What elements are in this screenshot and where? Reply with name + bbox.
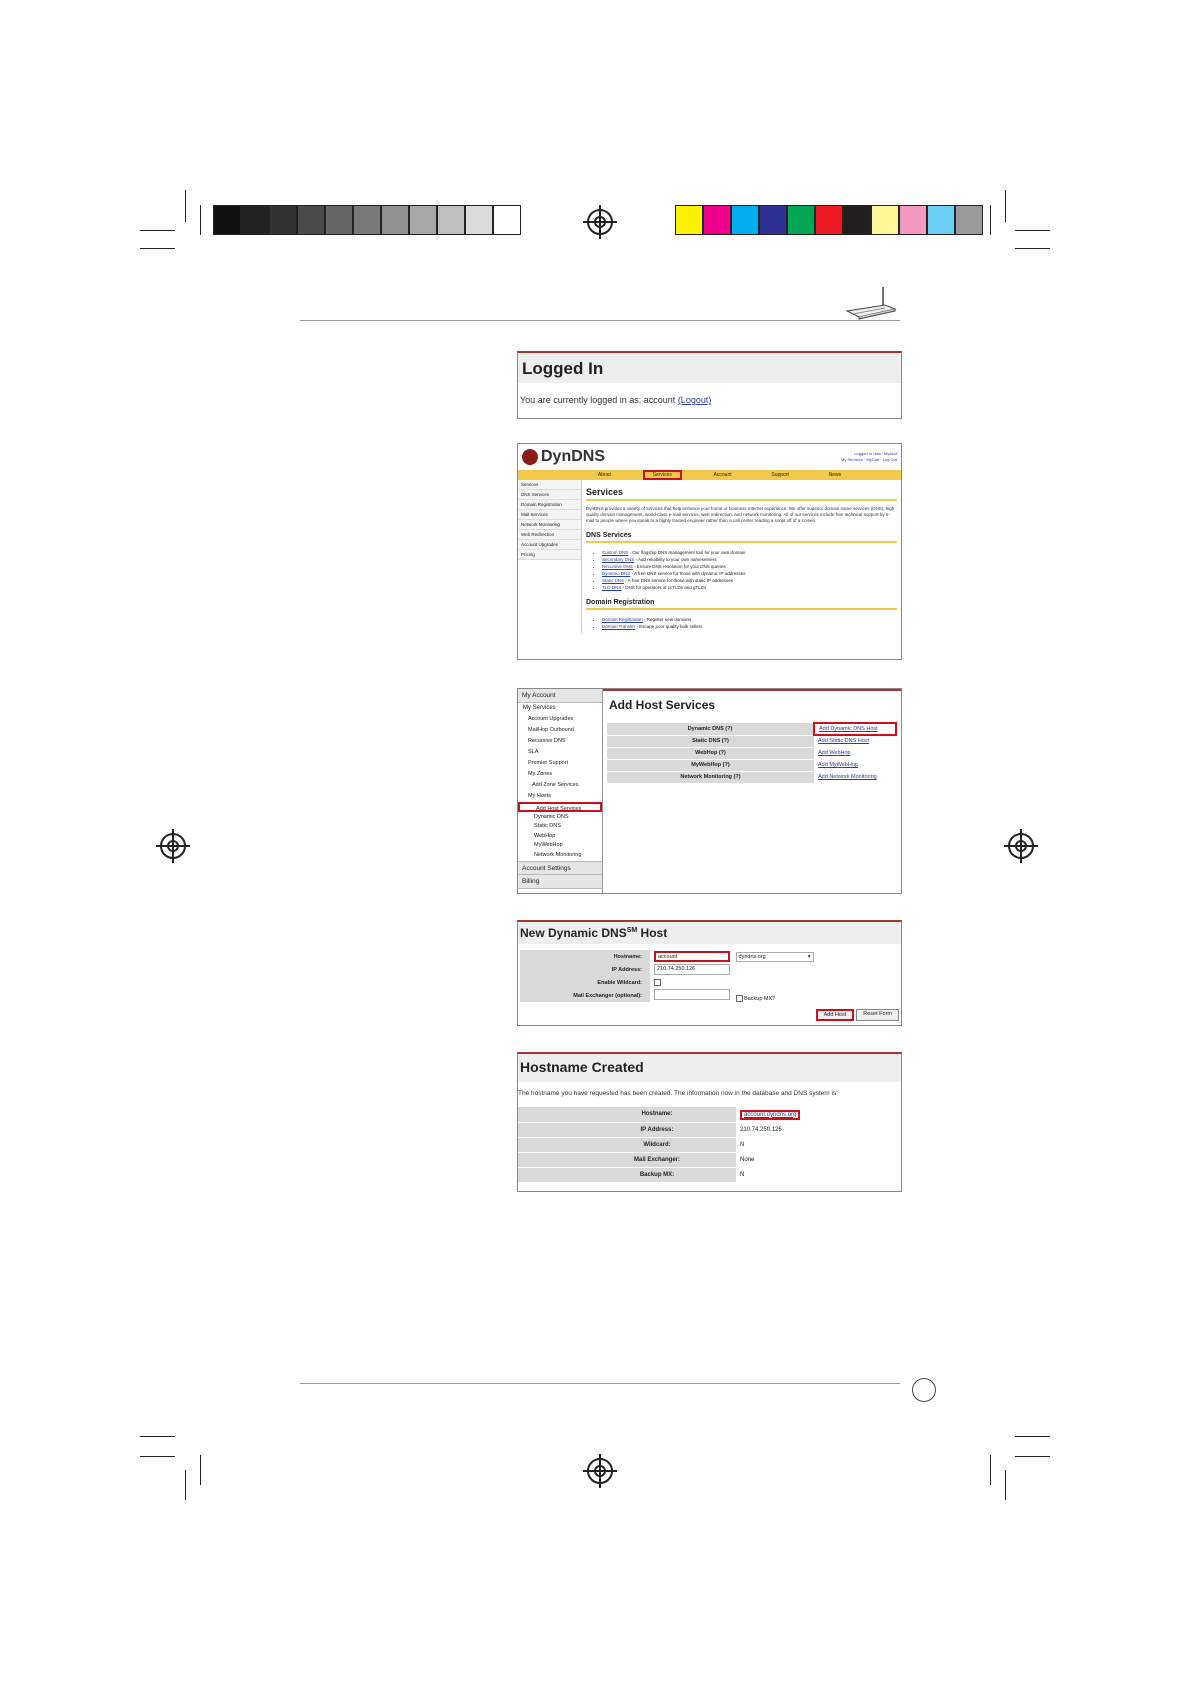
crop-mark [1015,1436,1050,1437]
sidebar-item-recursive-dns[interactable]: Recursive DNS [528,738,566,744]
logged-in-title: Logged In [518,353,901,383]
sidebar-item-dynamic-dns[interactable]: Dynamic DNS [534,813,569,820]
sidebar-item-domain-registration[interactable]: Domain Registration [518,500,581,510]
account-links: Logged In User: MyAcct My Services · MyCart · Log Out [840,451,897,462]
sidebar-item-services[interactable]: Services [518,480,581,490]
new-host-form [520,950,814,1002]
domain-select[interactable]: dyndns.org ▾ [736,952,814,962]
color-swatch [409,205,437,235]
sidebar-item-mailhop-outbound[interactable]: MailHop Outbound [528,727,574,733]
footer-rule [300,1383,900,1384]
sidebar-item-account-settings[interactable]: Account Settings [518,861,602,875]
registration-mark-left [160,833,186,859]
add-host-services-panel [517,688,902,894]
sidebar-item-billing[interactable]: Billing [518,875,602,889]
list-item: • Secondary DNS - Add reliability to your own nameservers [602,556,897,563]
color-swatch [815,205,843,235]
crop-mark [1015,248,1050,249]
logout-link[interactable]: (Logout) [677,395,712,405]
site-header [518,444,901,470]
account-name: account [643,395,676,405]
color-swatch [787,205,815,235]
list-item: • TLD DNS - DNS for operators of ccTLDs and gTLDs [602,584,897,591]
main-nav [518,470,901,480]
grayscale-bar [213,205,521,235]
sidebar-item-my-account[interactable]: My Account [518,689,602,703]
color-swatch [437,205,465,235]
add-host-button[interactable]: Add Host [816,1009,855,1021]
sidebar-item-add-host-services[interactable]: Add Host Services [518,802,602,812]
crop-mark [1005,190,1006,222]
header-rule [300,320,900,321]
crop-mark [140,230,175,231]
hostname-link[interactable]: account.dyndns.org [740,1110,800,1120]
nav-services[interactable]: Services [643,470,682,480]
sidebar-item-web-redirection[interactable]: Web Redirection [518,530,581,540]
services-intro: DynDNS provides a variety of services that help enhance your home or business Internet experience. We offer superior domain name services (DNS), high quality domain management, world-class e-mail services, web redirection, and network monitoring. All of our services include free technical support by e-mail to people where you speak to a highly trained engineer rather than a call center reading a script off of a screen. [586,506,895,523]
color-swatch [353,205,381,235]
crop-mark [1015,1456,1050,1457]
sidebar-item-add-zone-services[interactable]: Add Zone Services [532,782,579,788]
sidebar-item-mywebhop[interactable]: MyWebHop [534,842,563,848]
crop-mark [990,205,991,235]
add-webhop-link[interactable]: Add WebHop [818,750,851,756]
table-row: Hostname: account.dyndns.org [518,1107,901,1122]
crop-mark [140,248,175,249]
services-panel [517,443,902,660]
color-swatch [843,205,871,235]
hostname-created-title: Hostname Created [518,1054,901,1082]
color-swatch [927,205,955,235]
new-host-title: New Dynamic DNS℠ Host [518,922,901,944]
color-swatch [871,205,899,235]
color-swatch [213,205,241,235]
crop-mark [185,190,186,222]
new-host-panel [517,920,902,1026]
list-item: • Domain Transfer - Escape poor quality bulk sellers [602,623,897,630]
table-row: IP Address: 210.74.250.126 [518,1122,901,1137]
color-swatch [899,205,927,235]
hostname-created-panel [517,1052,902,1192]
add-mywebhop-link[interactable]: Add MyWebHop [818,762,858,768]
crop-mark [200,205,201,235]
color-swatch [703,205,731,235]
sidebar-item-sla[interactable]: SLA [528,749,539,755]
crop-mark [185,1470,186,1500]
services-content [582,480,901,633]
table-row: Network Monitoring (?) Add Network Monitoring [607,771,896,783]
logged-in-message: You are currently logged in as: account (Logout) [520,395,712,405]
hostname-label: Hostname: [520,950,650,963]
sidebar-item-network-monitoring[interactable]: Network Monitoring [534,851,582,858]
crop-mark [200,1455,201,1485]
add-static-dns-host-link[interactable]: Add Static DNS Host [818,738,870,745]
mail-exchanger-label: Mail Exchanger (optional): [520,989,650,1002]
table-row: MyWebHop (?) Add MyWebHop [607,759,896,771]
add-dynamic-dns-host-link[interactable]: Add Dynamic DNS Host [819,726,878,732]
registration-mark-top [587,209,613,235]
hostname-details-table [518,1107,901,1183]
mail-exchanger-input[interactable] [654,989,730,1000]
add-host-title: Add Host Services [609,698,716,712]
router-icon [845,285,897,321]
dns-services-list [586,549,897,591]
nav-news[interactable]: News [828,472,842,478]
list-item: • Recursive DNS - Ensure DNS resolution for your DNS queries [602,563,897,570]
color-swatch [493,205,521,235]
sidebar-item-account-upgrades[interactable]: Account Upgrades [528,716,574,722]
nav-about[interactable]: About [597,472,611,478]
sidebar-item-dns-services[interactable]: DNS Services [518,490,581,500]
table-row: Wildcard: N [518,1137,901,1152]
table-row: Dynamic DNS (?) Add Dynamic DNS Host [607,723,896,735]
sidebar-item-account-upgrades[interactable]: Account Upgrades [518,540,581,550]
color-swatch [731,205,759,235]
color-swatch [241,205,269,235]
nav-support[interactable]: Support [771,472,789,478]
list-item: • Dynamic DNS - A free DNS service for those with dynamic IP addresses [602,570,897,577]
crop-mark [990,1455,991,1485]
sidebar-item-network-monitoring[interactable]: Network Monitoring [518,520,581,530]
hostname-created-message: The hostname you have requested has been created. The information now in the database and DNS system is: [518,1090,839,1097]
reset-form-button[interactable]: Reset Form [856,1009,899,1021]
color-bar [675,205,983,235]
color-swatch [381,205,409,235]
dns-services-heading: DNS Services [586,532,897,543]
nav-account[interactable]: Account [713,472,732,478]
color-swatch [675,205,703,235]
add-network-monitoring-link[interactable]: Add Network Monitoring [818,774,877,780]
table-row: WebHop (?) Add WebHop [607,747,896,759]
color-swatch [325,205,353,235]
ip-address-input[interactable]: 210.74.250.126 [654,964,730,975]
logged-in-panel [517,351,902,419]
registration-mark-bottom [587,1458,613,1484]
wildcard-label: Enable Wildcard: [520,976,650,989]
list-item: • Custom DNS - Our flagship DNS management tool for your own domain [602,549,897,556]
services-sidebar [518,480,582,633]
table-row: Backup MX: N [518,1167,901,1182]
domain-registration-list [586,616,897,630]
crop-mark [1005,1470,1006,1500]
services-heading: Services [586,487,897,501]
domain-registration-heading: Domain Registration [586,599,897,610]
color-swatch [465,205,493,235]
crop-mark [1015,230,1050,231]
sidebar-item-static-dns[interactable]: Static DNS [534,823,561,829]
hostname-input[interactable]: account [654,951,730,962]
sidebar-item-mail-services[interactable]: Mail Services [518,510,581,520]
sidebar-item-my-zones[interactable]: My Zones [528,771,553,777]
list-item: • Domain Registration - Register new domains [602,616,897,623]
color-swatch [269,205,297,235]
crop-mark [140,1456,175,1457]
crop-mark [140,1436,175,1437]
table-row: Mail Exchanger: None [518,1152,901,1167]
sidebar-item-my-hosts[interactable]: My Hosts [528,793,551,799]
backup-mx-checkbox[interactable] [736,995,743,1002]
color-swatch [955,205,983,235]
account-sidebar [518,689,603,893]
ip-address-label: IP Address: [520,963,650,976]
backup-mx-label: Backup MX? [744,996,776,1002]
dyndns-logo[interactable]: DynDNS [522,448,605,466]
host-services-table [607,722,897,784]
sidebar-item-webhop[interactable]: WebHop [534,832,556,839]
sidebar-item-my-services[interactable]: My Services [523,705,556,711]
color-swatch [759,205,787,235]
sidebar-item-pricing[interactable]: Pricing [518,550,581,560]
list-item: • Static DNS - A free DNS service for those with static IP addresses [602,577,897,584]
add-host-content [603,689,901,893]
wildcard-checkbox[interactable] [654,979,661,986]
logo-globe-icon [522,449,538,465]
sidebar-item-premier-support[interactable]: Premier Support [528,760,569,766]
registration-mark-right [1008,833,1034,859]
table-row: Static DNS (?) Add Static DNS Host [607,735,896,747]
chevron-down-icon: ▾ [807,954,811,960]
color-swatch [297,205,325,235]
page-number-circle [912,1378,936,1402]
